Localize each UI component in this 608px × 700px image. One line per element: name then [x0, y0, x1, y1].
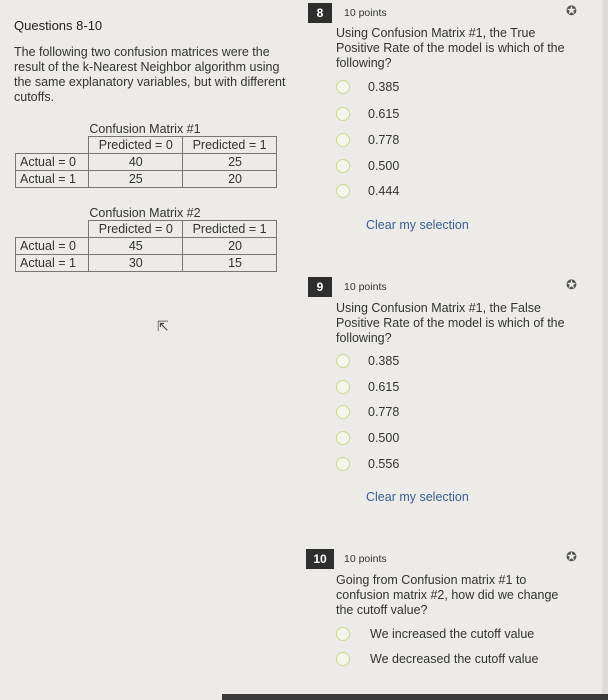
col-header: Predicted = 0 [89, 221, 183, 238]
cell-value: 25 [183, 154, 277, 171]
answer-option[interactable] [336, 133, 399, 147]
pin-icon[interactable]: ✪ [566, 3, 577, 18]
answer-option[interactable] [336, 380, 399, 394]
confusion-matrix-1 [15, 122, 277, 188]
option-label: 0.778 [368, 133, 400, 147]
radio-button[interactable] [336, 457, 350, 471]
option-label: We decreased the cutoff value [370, 652, 539, 666]
pin-icon[interactable]: ✪ [566, 277, 577, 292]
row-label: Actual = 1 [16, 255, 89, 272]
cell-value: 15 [183, 255, 277, 272]
clear-selection-link[interactable]: Clear my selection [366, 490, 469, 504]
matrix-title: Confusion Matrix #2 [89, 206, 201, 220]
radio-button[interactable] [336, 405, 350, 419]
matrix-table [15, 136, 277, 188]
option-label: 0.615 [368, 380, 400, 394]
answer-option[interactable] [336, 627, 534, 641]
radio-button[interactable] [336, 354, 350, 368]
question-number-badge: 10 [306, 549, 334, 569]
option-label: We increased the cutoff value [370, 627, 535, 641]
question-number-badge: 9 [308, 277, 332, 297]
cell-value: 45 [89, 238, 183, 255]
answer-option[interactable] [336, 107, 399, 121]
scrollbar[interactable] [602, 0, 608, 700]
question-text: Using Confusion Matrix #1, the True Positive Rate of the model is which of the following? [336, 26, 565, 70]
col-header: Predicted = 1 [183, 221, 277, 238]
col-header: Predicted = 0 [89, 137, 183, 154]
option-label: 0.500 [368, 159, 400, 173]
row-label: Actual = 0 [16, 238, 89, 255]
radio-button[interactable] [336, 184, 350, 198]
radio-button[interactable] [336, 431, 350, 445]
corner-cell [16, 137, 89, 154]
questions-context [14, 18, 286, 105]
option-label: 0.385 [368, 354, 400, 368]
radio-button[interactable] [336, 380, 350, 394]
question-points: 10 points [344, 281, 387, 293]
cell-value: 30 [89, 255, 183, 272]
bottom-frame-bar [222, 694, 608, 700]
radio-button[interactable] [336, 627, 350, 641]
cell-value: 20 [183, 238, 277, 255]
cell-value: 20 [183, 171, 277, 188]
matrix-table [15, 220, 277, 272]
radio-button[interactable] [336, 159, 350, 173]
option-label: 0.556 [368, 457, 400, 471]
clear-selection-link[interactable]: Clear my selection [366, 218, 469, 232]
option-label: 0.385 [368, 80, 400, 94]
answer-option[interactable] [336, 354, 399, 368]
answer-option[interactable] [336, 405, 399, 419]
radio-button[interactable] [336, 133, 350, 147]
answer-option[interactable] [336, 457, 399, 471]
option-label: 0.500 [368, 431, 400, 445]
question-number-badge: 8 [308, 3, 332, 23]
option-label: 0.444 [368, 184, 400, 198]
answer-option[interactable] [336, 431, 399, 445]
question-text: Going from Confusion matrix #1 to confusion matrix #2, how did we change the cutoff value? [336, 573, 559, 617]
answer-option[interactable] [336, 159, 399, 173]
questions-heading: Questions 8-10 [14, 18, 103, 33]
col-header: Predicted = 1 [183, 137, 277, 154]
radio-button[interactable] [336, 107, 350, 121]
answer-option[interactable] [336, 652, 538, 666]
question-points: 10 points [344, 553, 387, 565]
option-label: 0.778 [368, 405, 400, 419]
cell-value: 40 [89, 154, 183, 171]
radio-button[interactable] [336, 652, 350, 666]
corner-cell [16, 221, 89, 238]
row-label: Actual = 1 [16, 171, 89, 188]
answer-option[interactable] [336, 184, 399, 198]
row-label: Actual = 0 [16, 154, 89, 171]
option-label: 0.615 [368, 107, 400, 121]
intro-text: The following two confusion matrices were the result of the k-Nearest Neighbor algorithm using the same explanatory variables, but with different cutoffs. [14, 45, 286, 104]
pin-icon[interactable]: ✪ [566, 549, 577, 564]
radio-button[interactable] [336, 80, 350, 94]
question-text: Using Confusion Matrix #1, the False Positive Rate of the model is which of the following? [336, 301, 565, 345]
matrix-title: Confusion Matrix #1 [89, 122, 201, 136]
answer-option[interactable] [336, 80, 399, 94]
cell-value: 25 [89, 171, 183, 188]
confusion-matrix-2 [15, 206, 277, 272]
question-points: 10 points [344, 7, 387, 19]
mouse-cursor-icon: ⇱ [157, 318, 169, 334]
